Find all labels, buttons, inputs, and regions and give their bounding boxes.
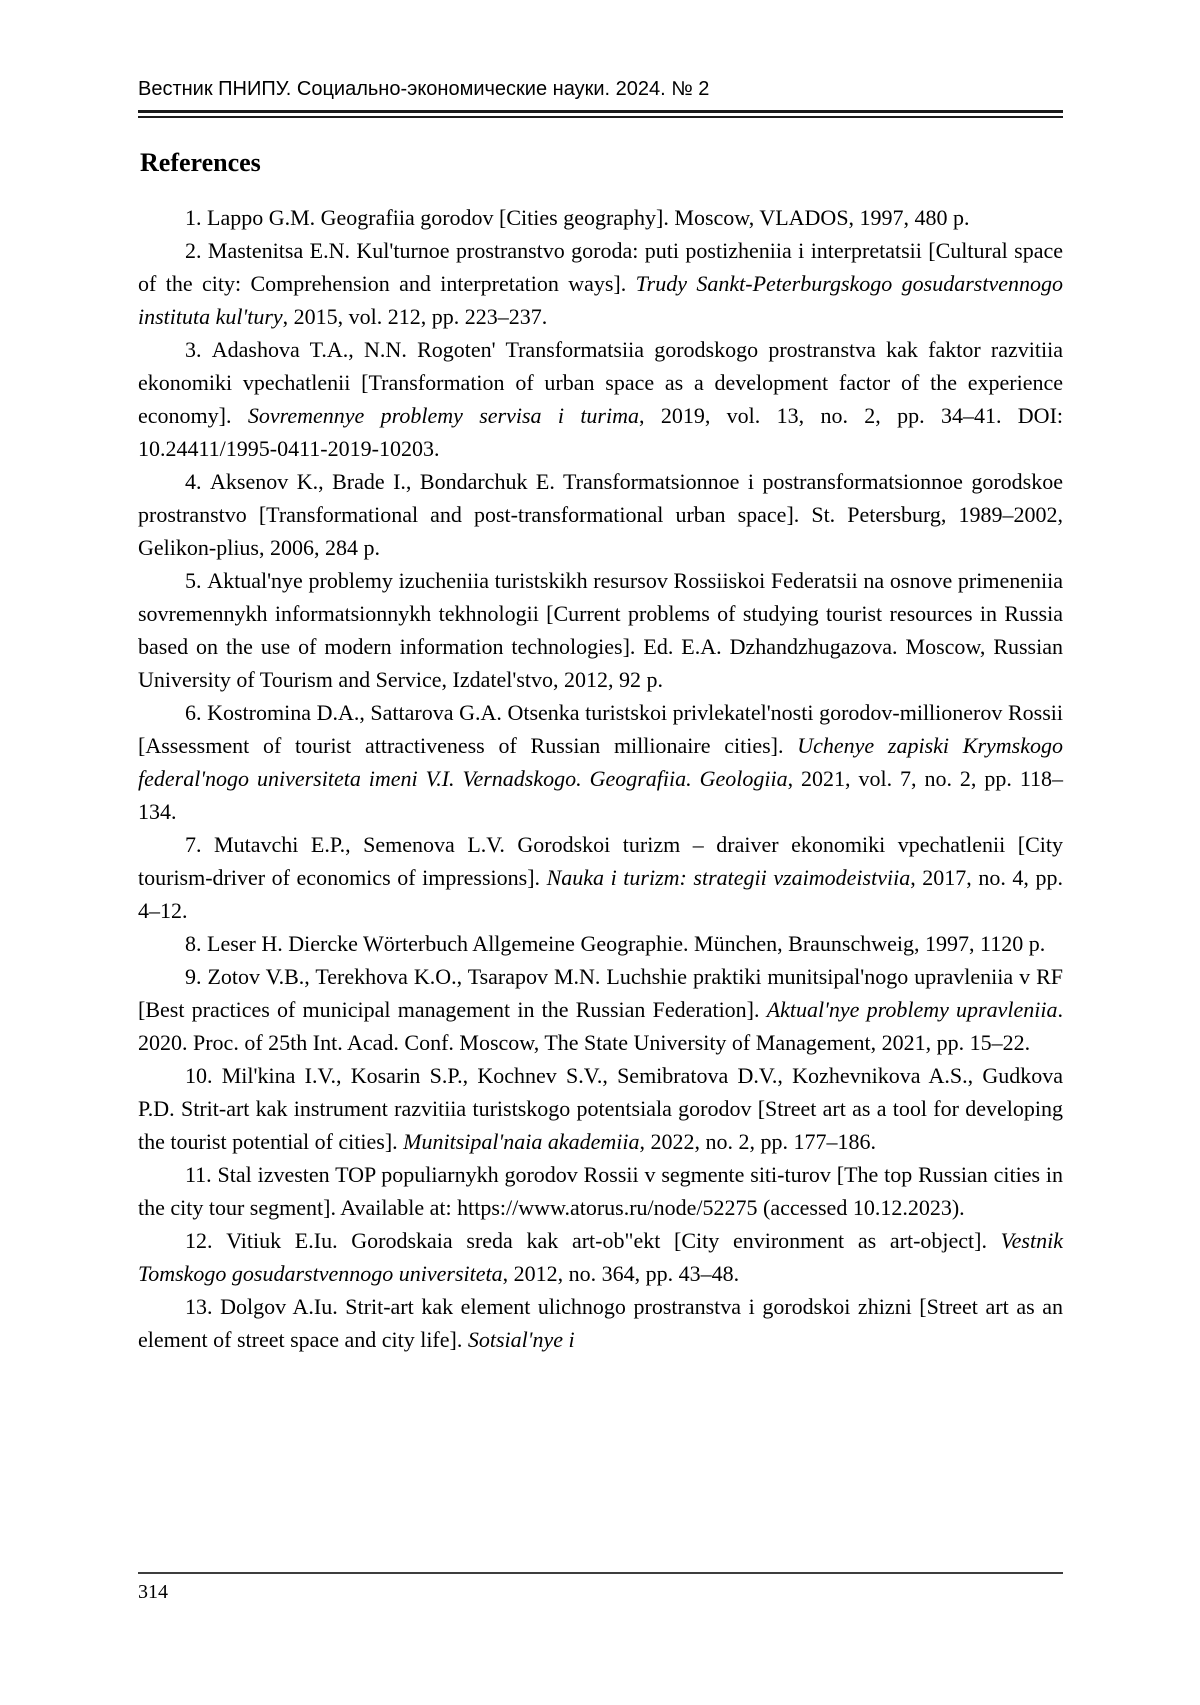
reference-number: 2.: [185, 238, 202, 263]
reference-text: Lappo G.M. Geografiia gorodov [Cities geography]. Moscow, VLADOS, 1997, 480 p.: [207, 205, 970, 230]
reference-text: Zotov V.B., Terekhova K.O., Tsarapov M.N. Luchshie praktiki munitsipal'nogo upravleniia v RF [Best practices of municipal management in the Russian Federation].: [138, 964, 1064, 1022]
reference-item: [138, 828, 1063, 927]
reference-number: 6.: [185, 700, 202, 725]
reference-number: 11.: [185, 1162, 212, 1187]
reference-text: , 2019, vol. 13, no. 2, pp. 34–41. DOI: 10.24411/1995-0411-2019-10203.: [138, 403, 1064, 461]
reference-source: Nauka i turizm: strategii vzaimodeistviia: [546, 865, 911, 890]
reference-item: [138, 465, 1063, 564]
reference-source: Vestnik Tomskogo gosudarstvennogo universiteta: [138, 1228, 1063, 1286]
page-number: 314: [138, 1581, 168, 1603]
reference-item: [138, 696, 1063, 828]
reference-item: [138, 201, 1063, 234]
reference-number: 10.: [185, 1063, 213, 1088]
reference-item: [138, 960, 1063, 1059]
reference-source: Aktual'nye problemy upravleniia: [766, 997, 1058, 1022]
page-footer: [138, 1572, 1063, 1604]
reference-text: , 2012, no. 364, pp. 43–48.: [502, 1261, 740, 1286]
reference-text: , 2017, no. 4, pp. 4–12.: [138, 865, 1063, 923]
reference-source: Trudy Sankt-Peterburgskogo gosudarstvennogo instituta kul'tury: [138, 271, 1064, 329]
header-double-rule: [138, 110, 1063, 118]
reference-source: Uchenye zapiski Krymskogo federal'nogo universiteta imeni V.I. Vernadskogo. Geografiia. Geologiia: [138, 733, 1063, 791]
reference-number: 3.: [185, 337, 202, 362]
reference-number: 7.: [185, 832, 202, 857]
reference-text: Leser H. Diercke Wörterbuch Allgemeine Geographie. München, Braunschweig, 1997, 1120 p.: [207, 931, 1046, 956]
reference-source: Munitsipal'naia akademiia: [403, 1129, 640, 1154]
reference-text: Mil'kina I.V., Kosarin S.P., Kochnev S.V., Semibratova D.V., Kozhevnikova A.S., Gudkova P.D. Strit-art kak instrument razvitiia turistskogo potentsiala gorodov [Street art as a tool for developing the tourist potential of cities].: [138, 1063, 1064, 1154]
reference-number: 5.: [185, 568, 202, 593]
section-title: References: [140, 148, 261, 177]
reference-item: [138, 564, 1063, 696]
reference-number: 12.: [185, 1228, 213, 1253]
reference-text: Stal izvesten TOP populiarnykh gorodov Rossii v segmente siti-turov [The top Russian cities in the city tour segment]. Available at: https://www.atorus.ru/node/52275 (accessed 10.12.2023).: [138, 1162, 1063, 1220]
reference-number: 9.: [185, 964, 202, 989]
reference-text: , 2015, vol. 212, pp. 223–237.: [282, 304, 548, 329]
reference-source: Sovremennye problemy servisa i turima: [247, 403, 639, 428]
reference-number: 1.: [185, 205, 202, 230]
reference-item: [138, 234, 1063, 333]
reference-text: Mutavchi E.P., Semenova L.V. Gorodskoi turizm – draiver ekonomiki vpechatlenii [City tourism-driver of economics of impressions].: [138, 832, 1063, 890]
footer-rule: [138, 1572, 1063, 1574]
reference-number: 13.: [185, 1294, 213, 1319]
reference-text: Adashova T.A., N.N. Rogoten' Transformatsiia gorodskogo prostranstva kak faktor razvitiia ekonomiki vpechatlenii [Transformation of urban space as a development factor of the experience economy].: [138, 337, 1064, 428]
reference-text: Dolgov A.Iu. Strit-art kak element ulichnogo prostranstva i gorodskoi zhizni [Street art as an element of street space and city life].: [138, 1294, 1064, 1352]
page-content: [138, 0, 1063, 1356]
reference-item: [138, 1290, 1063, 1356]
reference-text: Aktual'nye problemy izucheniia turistskikh resursov Rossiiskoi Federatsii na osnove primeneniia sovremennykh informatsionnykh tekhnologii [Current problems of studying tourist resources in Russia based on the use of modern information technologies]. Ed. E.A. Dzhandzhugazova. Moscow, Russian University of Tourism and Service, Izdatel'stvo, 2012, 92 p.: [138, 568, 1063, 692]
reference-item: [138, 1224, 1063, 1290]
journal-header: Вестник ПНИПУ. Социально-экономические науки. 2024. № 2: [138, 78, 710, 100]
reference-number: 8.: [185, 931, 202, 956]
reference-text: Vitiuk E.Iu. Gorodskaia sreda kak art-ob"ekt [City environment as art-object].: [226, 1228, 1001, 1253]
reference-text: Mastenitsa E.N. Kul'turnoe prostranstvo goroda: puti postizheniia i interpretatsii [Cultural space of the city: Comprehension and interpretation ways].: [138, 238, 1063, 296]
reference-text: . 2020. Proc. of 25th Int. Acad. Conf. Moscow, The State University of Management, 2021, pp. 15–22.: [138, 997, 1063, 1055]
references-list: [138, 201, 1063, 1356]
reference-number: 4.: [185, 469, 202, 494]
reference-source: Sotsial'nye i: [467, 1327, 575, 1352]
reference-item: [138, 927, 1063, 960]
reference-text: , 2021, vol. 7, no. 2, pp. 118–134.: [138, 766, 1064, 824]
reference-text: , 2022, no. 2, pp. 177–186.: [639, 1129, 876, 1154]
reference-item: [138, 333, 1063, 465]
reference-item: [138, 1158, 1063, 1224]
reference-text: Kostromina D.A., Sattarova G.A. Otsenka turistskoi privlekatel'nosti gorodov-millionerov Rossii [Assessment of tourist attractiveness of Russian millionaire cities].: [138, 700, 1063, 758]
reference-item: [138, 1059, 1063, 1158]
reference-text: Aksenov K., Brade I., Bondarchuk E. Transformatsionnoe i postransformatsionnoe gorodskoe prostranstvo [Transformational and post-transformational urban space]. St. Petersburg, 1989–2002, Gelikon-plius, 2006, 284 p.: [138, 469, 1063, 560]
